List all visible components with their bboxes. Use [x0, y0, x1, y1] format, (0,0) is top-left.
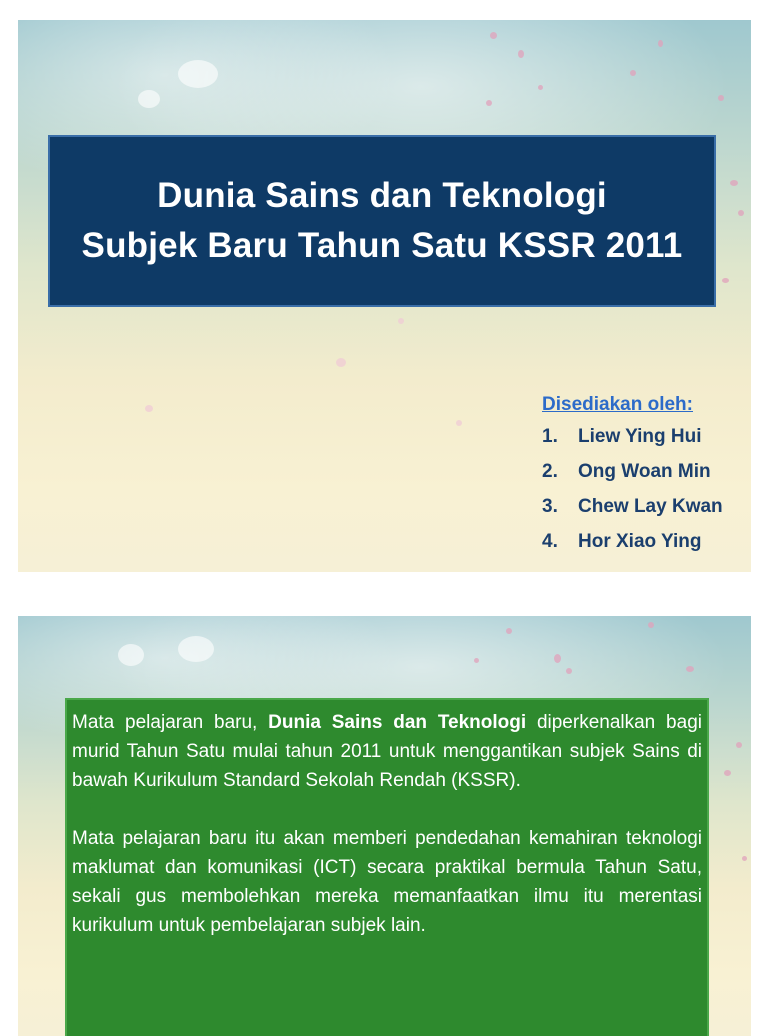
slide-content [18, 616, 751, 1036]
petal-decoration [742, 856, 747, 861]
petal-decoration [518, 50, 524, 58]
petal-decoration [648, 622, 654, 628]
author-name: Hor Xiao Ying [578, 531, 702, 552]
petal-decoration [145, 405, 153, 412]
slide-title [18, 20, 751, 572]
author-number: 4. [542, 531, 558, 552]
author-name: Liew Ying Hui [578, 426, 702, 447]
petal-decoration [630, 70, 636, 76]
petal-decoration [490, 32, 497, 39]
petal-decoration [722, 278, 729, 283]
petal-decoration [138, 90, 160, 108]
author-item [542, 495, 751, 519]
title-box [48, 135, 716, 307]
subject-name-bold: Dunia Sains dan Teknologi [268, 712, 527, 733]
author-item [542, 530, 751, 554]
petal-decoration [178, 60, 218, 88]
petal-decoration [474, 658, 479, 663]
paragraph-2: Mata pelajaran baru itu akan memberi pendedahan kemahiran teknologi maklumat dan komunikasi (ICT) secara praktikal bermula Tahun Satu, sekali gus membolehkan mereka memanfaatkan ilmu itu merentasi kurikulum untuk pembelajaran subjek lain. [72, 828, 702, 936]
petal-decoration [486, 100, 492, 106]
petal-decoration [566, 668, 572, 674]
petal-decoration [178, 636, 214, 662]
title-line-1: Dunia Sains dan Teknologi [157, 176, 607, 215]
petal-decoration [658, 40, 663, 47]
info-box [65, 698, 709, 1036]
paragraph-1 [72, 708, 702, 795]
author-number: 1. [542, 426, 558, 447]
petal-decoration [686, 666, 694, 672]
petal-decoration [736, 742, 742, 748]
prepared-by-heading: Disediakan oleh: [542, 394, 693, 415]
petal-decoration [398, 318, 404, 324]
author-item [542, 460, 751, 484]
petal-decoration [554, 654, 561, 663]
paragraph-1-prefix: Mata pelajaran baru, [72, 712, 269, 733]
author-name: Chew Lay Kwan [578, 496, 723, 517]
petal-decoration [456, 420, 462, 426]
author-name: Ong Woan Min [578, 461, 711, 482]
petal-decoration [506, 628, 512, 634]
title-line-2: Subjek Baru Tahun Satu KSSR 2011 [81, 226, 683, 265]
petal-decoration [336, 358, 346, 367]
author-number: 3. [542, 496, 558, 517]
petal-decoration [538, 85, 543, 90]
petal-decoration [730, 180, 738, 186]
authors-block [542, 393, 751, 565]
petal-decoration [718, 95, 724, 101]
petal-decoration [738, 210, 744, 216]
author-number: 2. [542, 461, 558, 482]
petal-decoration [118, 644, 144, 666]
paragraph-1-suffix: diperkenalkan bagi murid Tahun Satu mulai tahun 2011 untuk menggantikan subjek Sains di bawah Kurikulum Standard Sekolah Rendah (KSSR). [72, 712, 702, 791]
petal-decoration [724, 770, 731, 776]
author-item [542, 425, 751, 449]
